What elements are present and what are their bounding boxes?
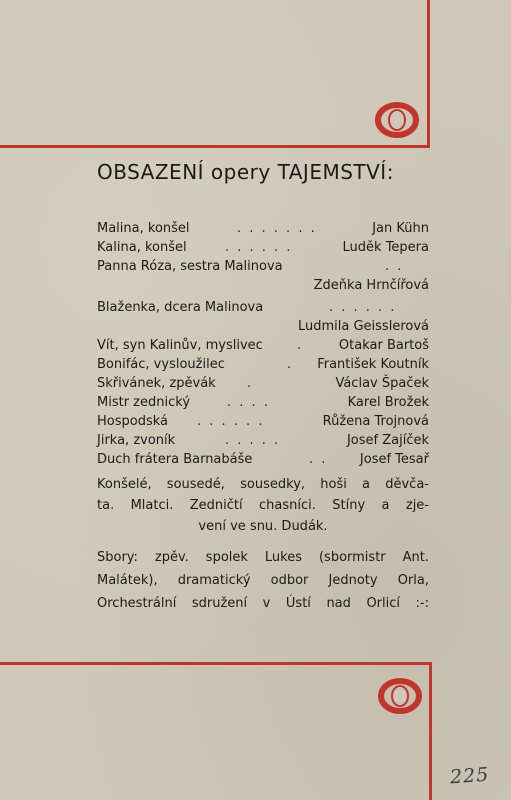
cast-actor: František Koutník <box>317 357 429 372</box>
cast-row <box>97 450 429 469</box>
leader-dots: . . <box>385 259 404 274</box>
paragraph-line: Sbory: zpěv. spolek Lukes (sbormistr Ant. <box>97 550 429 565</box>
ornament-circle-icon <box>375 101 419 139</box>
leader-dots: . . . . . . <box>225 240 293 255</box>
cast-row <box>97 431 429 450</box>
leader-dots: . <box>287 357 294 372</box>
bottom-red-vertical-rule <box>429 662 432 800</box>
leader-dots: . . <box>309 452 328 467</box>
leader-dots: . <box>297 338 304 353</box>
cast-role: Vít, syn Kalinův, myslivec <box>97 338 263 353</box>
leader-dots: . . . . <box>227 395 270 410</box>
leader-dots: . . . . . . . <box>237 221 317 236</box>
title-word-opery: opery <box>210 160 271 184</box>
cast-role: Panna Róza, sestra Malinova <box>97 259 283 274</box>
page-number: 225 <box>449 763 490 789</box>
cast-row <box>97 298 429 317</box>
cast-role: Malina, konšel <box>97 221 190 236</box>
cast-role: Duch frátera Barnabáše <box>97 452 253 467</box>
cast-row <box>97 238 429 257</box>
bottom-red-rule <box>0 662 432 665</box>
title-word-obsazeni: OBSAZENÍ <box>97 160 205 184</box>
cast-actor: Václav Špaček <box>335 376 429 391</box>
cast-row <box>97 393 429 412</box>
paragraph-line: Malátek), dramatický odbor Jednoty Orla, <box>97 573 429 588</box>
cast-actor: Luděk Tepera <box>342 240 429 255</box>
paragraph-line: Orchestrální sdružení v Ústí nad Orlicí :-: <box>97 596 429 611</box>
cast-row <box>97 317 429 336</box>
cast-actor: Jan Kühn <box>372 221 429 236</box>
cast-actor: Karel Brožek <box>347 395 429 410</box>
cast-row <box>97 374 429 393</box>
cast-row <box>97 276 429 295</box>
cast-row <box>97 336 429 355</box>
ornament-circle-icon <box>378 677 422 715</box>
cast-role: Bonifác, vysloužilec <box>97 357 225 372</box>
chorus-paragraph <box>97 474 429 537</box>
paragraph-line: vení ve snu. Dudák. <box>198 519 328 534</box>
cast-role: Skřivánek, zpěvák <box>97 376 216 391</box>
cast-actor: Ludmila Geisslerová <box>297 319 429 334</box>
leader-dots: . . . . . . <box>329 300 397 315</box>
leader-dots: . <box>247 376 254 391</box>
cast-row <box>97 257 429 276</box>
cast-role: Mistr zednický <box>97 395 191 410</box>
leader-dots: . . . . . <box>225 433 281 448</box>
leader-dots: . . . . . . <box>197 414 265 429</box>
cast-list <box>97 219 429 469</box>
cast-row <box>97 219 429 238</box>
top-red-rule <box>0 145 430 148</box>
title-word-tajemstvi: TAJEMSTVÍ: <box>277 160 394 184</box>
page-title <box>97 160 437 184</box>
top-red-vertical-rule <box>427 0 430 148</box>
cast-actor: Zdeňka Hrnčířová <box>313 278 429 293</box>
paragraph-line: Konšelé, sousedé, sousedky, hoši a děvča- <box>97 477 429 492</box>
cast-role: Blaženka, dcera Malinova <box>97 300 264 315</box>
cast-row <box>97 355 429 374</box>
cast-role: Kalina, konšel <box>97 240 187 255</box>
credits-paragraph <box>97 546 429 615</box>
cast-role: Jirka, zvoník <box>97 433 176 448</box>
cast-role: Hospodská <box>97 414 168 429</box>
paragraph-line: ta. Mlatci. Zedničtí chasníci. Stíny a zje- <box>97 498 429 513</box>
cast-actor: Otakar Bartoš <box>338 338 429 353</box>
cast-actor: Josef Zajíček <box>346 433 429 448</box>
cast-actor: Josef Tesař <box>359 452 429 467</box>
cast-row <box>97 412 429 431</box>
cast-actor: Růžena Trojnová <box>322 414 429 429</box>
